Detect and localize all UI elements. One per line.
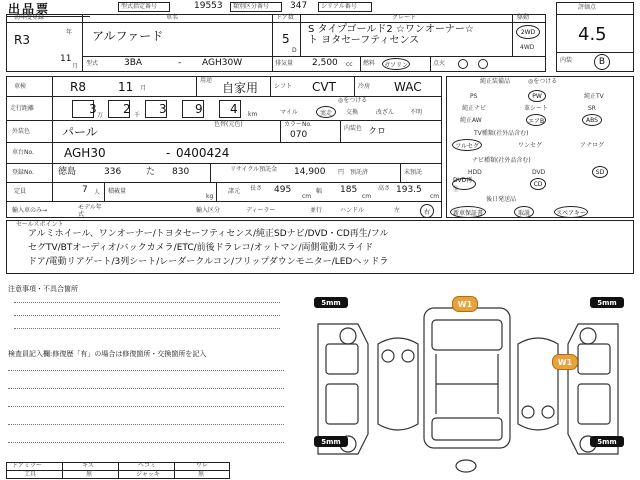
displacement-label: 排気量 — [275, 60, 294, 67]
inspection-label: 車検 — [14, 83, 27, 90]
inspection-era: R8 — [70, 80, 86, 94]
kg-unit: kg — [206, 193, 214, 200]
use-value: 自家用 — [222, 81, 259, 95]
capacity-value: 7 — [82, 185, 88, 195]
rear-items-label: 後日発送品 — [486, 196, 517, 203]
equip-tv: 純正TV — [584, 93, 604, 100]
serial-label: シリアル番号 — [321, 3, 357, 10]
class-value: 347 — [290, 1, 308, 11]
ignition-option-1 — [458, 59, 468, 69]
caution-label: 注意事項・不具合箇所 — [8, 285, 78, 293]
inspection-month: 11 — [118, 80, 134, 94]
km-unit: km — [248, 111, 258, 118]
yen-unit: 円 — [338, 169, 345, 176]
nav-type-label: ナビ種類(社外品含む) — [472, 157, 531, 164]
handle-left: 左 — [394, 207, 401, 214]
equip-ps: PS — [470, 93, 478, 100]
reg-kana: た — [146, 167, 156, 177]
equip-airbag: エアB — [526, 114, 546, 126]
legend-h2: キズ — [82, 462, 94, 469]
grade-value: S タイプゴールド2 ☆ワンオーナー☆ト ヨタセーフティセンス — [308, 24, 474, 46]
sales-line-3: ドア/電動リアゲート/3列シート/レーダークルコン/フリップダウンモニター/LEDヘッドラ — [28, 257, 389, 267]
meter-exchange-option: 交換 — [346, 109, 359, 116]
length-label: 長さ — [250, 185, 263, 192]
equip-abs: ABS — [582, 114, 602, 126]
import-class-label: 輸入区分 — [196, 207, 221, 214]
tv-oneseg: ワンセグ — [518, 142, 543, 149]
sales-points-label: セールスポイント — [16, 221, 64, 228]
color-change-label: 色替(元色) — [214, 121, 243, 128]
shift-label: シフト — [274, 83, 293, 90]
width-unit: cm — [362, 193, 372, 200]
fuel-label: 燃料 — [363, 60, 376, 67]
import-label: 輸入車のみ→ — [12, 207, 48, 214]
equipment-title: 純正装備品 — [480, 78, 511, 85]
score-value: 4.5 — [578, 24, 607, 45]
equip-aw: 純正AW — [460, 117, 482, 124]
width-value: 185 — [340, 185, 358, 195]
nav-dvd: DVD — [532, 169, 546, 176]
legend-h4: ワレ — [196, 462, 209, 469]
size-tag-bottom-right: 5mm — [590, 436, 624, 447]
height-label: 高さ — [378, 185, 391, 192]
car-name-value: アルファード — [92, 29, 164, 43]
equip-sr: SR — [588, 105, 596, 112]
rear-manual: 取説 — [514, 206, 534, 218]
dealer-label: ディーラー — [246, 207, 276, 214]
legend-v1: 工具 — [24, 471, 37, 478]
tv-analog: アナログ — [580, 142, 605, 149]
reg-class: 336 — [104, 167, 122, 177]
chassis-dash: - — [166, 146, 171, 160]
equipment-note: ◎をつける — [528, 78, 558, 85]
reg-label: 登録No. — [12, 169, 34, 176]
score-label: 評価点 — [578, 4, 597, 11]
ignition-label: 点火 — [433, 60, 446, 67]
class-label: 類別区分番号 — [233, 3, 270, 10]
height-value: 193.5 — [396, 185, 422, 195]
capacity-unit: 人 — [94, 189, 101, 196]
mile-label: マイル — [280, 109, 298, 116]
meter-tamper-option: 改ざん — [376, 109, 395, 116]
deposit-label: 預託済 — [350, 169, 369, 176]
exterior-color: パール — [62, 125, 98, 139]
interior-color-label: 内装色 — [344, 125, 363, 132]
model-prefix: 3BA — [124, 58, 143, 68]
month-unit: 月 — [72, 63, 79, 70]
year-unit: 年 — [66, 29, 73, 36]
damage-mark-front: W1 — [452, 296, 478, 312]
color-no-value: 070 — [290, 130, 308, 140]
sales-line-2: セグTV/BTオーディオ/バックカメラ/ETC/前後ドラレコ/オットマン/両側電動スライド — [28, 243, 374, 253]
width-label: 幅 — [316, 188, 323, 195]
model-label: 型式 — [86, 60, 99, 67]
meter-actual-option: 実走 — [316, 106, 336, 118]
unpaid-label: 未預託 — [404, 169, 423, 176]
damage-mark-right: W1 — [552, 354, 578, 370]
chassis-label: 車台No. — [12, 149, 34, 156]
interior-grade: B — [594, 54, 610, 70]
load-label: 積載量 — [108, 188, 127, 195]
door-count: 5 — [282, 32, 290, 46]
legend-h1: ドアミラー — [12, 462, 42, 469]
rear-spare-key: スペアキー — [554, 206, 588, 218]
drive-2wd-option: 2WD — [516, 25, 540, 39]
color-no-label: カラーNo. — [284, 121, 312, 128]
size-tag-bottom-left: 5mm — [314, 436, 348, 447]
parallel-label: 並行 — [310, 207, 323, 214]
meter-note: ◎をつける — [338, 97, 368, 104]
first-reg-month: 11 — [60, 54, 72, 64]
model-year-label: モデル年式 — [78, 204, 102, 218]
equip-leather: 革シート — [524, 105, 549, 112]
reg-number: 830 — [172, 167, 190, 177]
sales-line-1: アルミホイール、ワンオーナー/トヨタセーフティセンス/純正SDナビ/DVD・CD再生/フル — [28, 229, 389, 239]
first-reg-label: 初年度登録 — [14, 14, 45, 21]
car-name-label: 車名 — [166, 14, 179, 21]
length-unit: cm — [302, 193, 312, 200]
exterior-label: 外装色 — [12, 128, 31, 135]
displacement-value: 2,500 — [312, 58, 338, 68]
door-label: ドア数 — [276, 14, 294, 21]
capacity-label: 定員 — [14, 188, 27, 195]
grade-label: グレード — [392, 14, 417, 21]
rear-warranty: 新車保証書 — [450, 206, 486, 218]
legend-v2: 無 — [86, 471, 93, 478]
type-cert-value: 19553 — [194, 1, 223, 11]
legend-v3: ジャッキ — [136, 471, 160, 478]
nav-dvd-play: DVD再生 — [452, 178, 476, 190]
legend-v4: 無 — [198, 471, 205, 478]
interior-label: 内装 — [560, 57, 573, 64]
document-title: 出品票 — [8, 2, 51, 16]
inspector-label: 検査員記入欄:修復歴「有」の場合は修復箇所・交換箇所を記入 — [8, 350, 207, 358]
equip-pw: PW — [528, 90, 546, 102]
chassis-model: AGH30 — [64, 146, 106, 160]
drive-4wd-option: 4WD — [520, 44, 535, 51]
dims-label: 諸元 — [228, 188, 241, 195]
size-tag-top-left: 5mm — [314, 297, 348, 308]
mileage-label: 走行距離 — [10, 105, 35, 112]
reg-area: 徳島 — [58, 167, 77, 177]
chassis-number: 0400424 — [176, 146, 230, 160]
ac-value: WAC — [394, 80, 422, 94]
handle-label: ハンドル — [340, 207, 365, 214]
recycle-label: リサイクル預託金 — [230, 166, 278, 173]
length-value: 495 — [274, 185, 292, 195]
shift-value: CVT — [312, 80, 336, 94]
ignition-option-2 — [478, 59, 488, 69]
use-label: 用途 — [200, 77, 213, 84]
door-suffix: D — [292, 47, 297, 54]
tv-fullseg: フルセグ — [452, 139, 482, 151]
size-tag-top-right: 5mm — [590, 297, 624, 308]
interior-color-value: クロ — [368, 127, 387, 137]
fuel-gasoline-option: ガソリン — [382, 58, 410, 70]
model-dash: - — [178, 58, 182, 68]
handle-right: 右 — [420, 204, 434, 218]
meter-unknown-option: 不明 — [410, 109, 423, 116]
drive-label: 駆動 — [517, 14, 530, 21]
model-code: AGH30W — [202, 58, 243, 68]
recycle-value: 14,900 — [294, 167, 326, 177]
height-unit: cm — [430, 193, 440, 200]
equip-nav: 純正ナビ — [462, 105, 487, 112]
car-damage-diagram — [298, 284, 638, 480]
nav-cd: CD — [530, 178, 546, 190]
inspection-month-unit: 月 — [140, 85, 147, 92]
nav-hdd: HDD — [468, 169, 482, 176]
type-cert-label: 型式指定番号 — [121, 3, 158, 10]
nav-sd: SD — [592, 166, 608, 178]
tv-type-label: TV種類(社外品含む) — [474, 130, 529, 137]
first-reg-era: R3 — [14, 33, 30, 47]
ac-label: 冷房 — [358, 83, 371, 90]
cc-unit: cc — [346, 61, 353, 68]
legend-h3: ヘコミ — [138, 462, 157, 469]
